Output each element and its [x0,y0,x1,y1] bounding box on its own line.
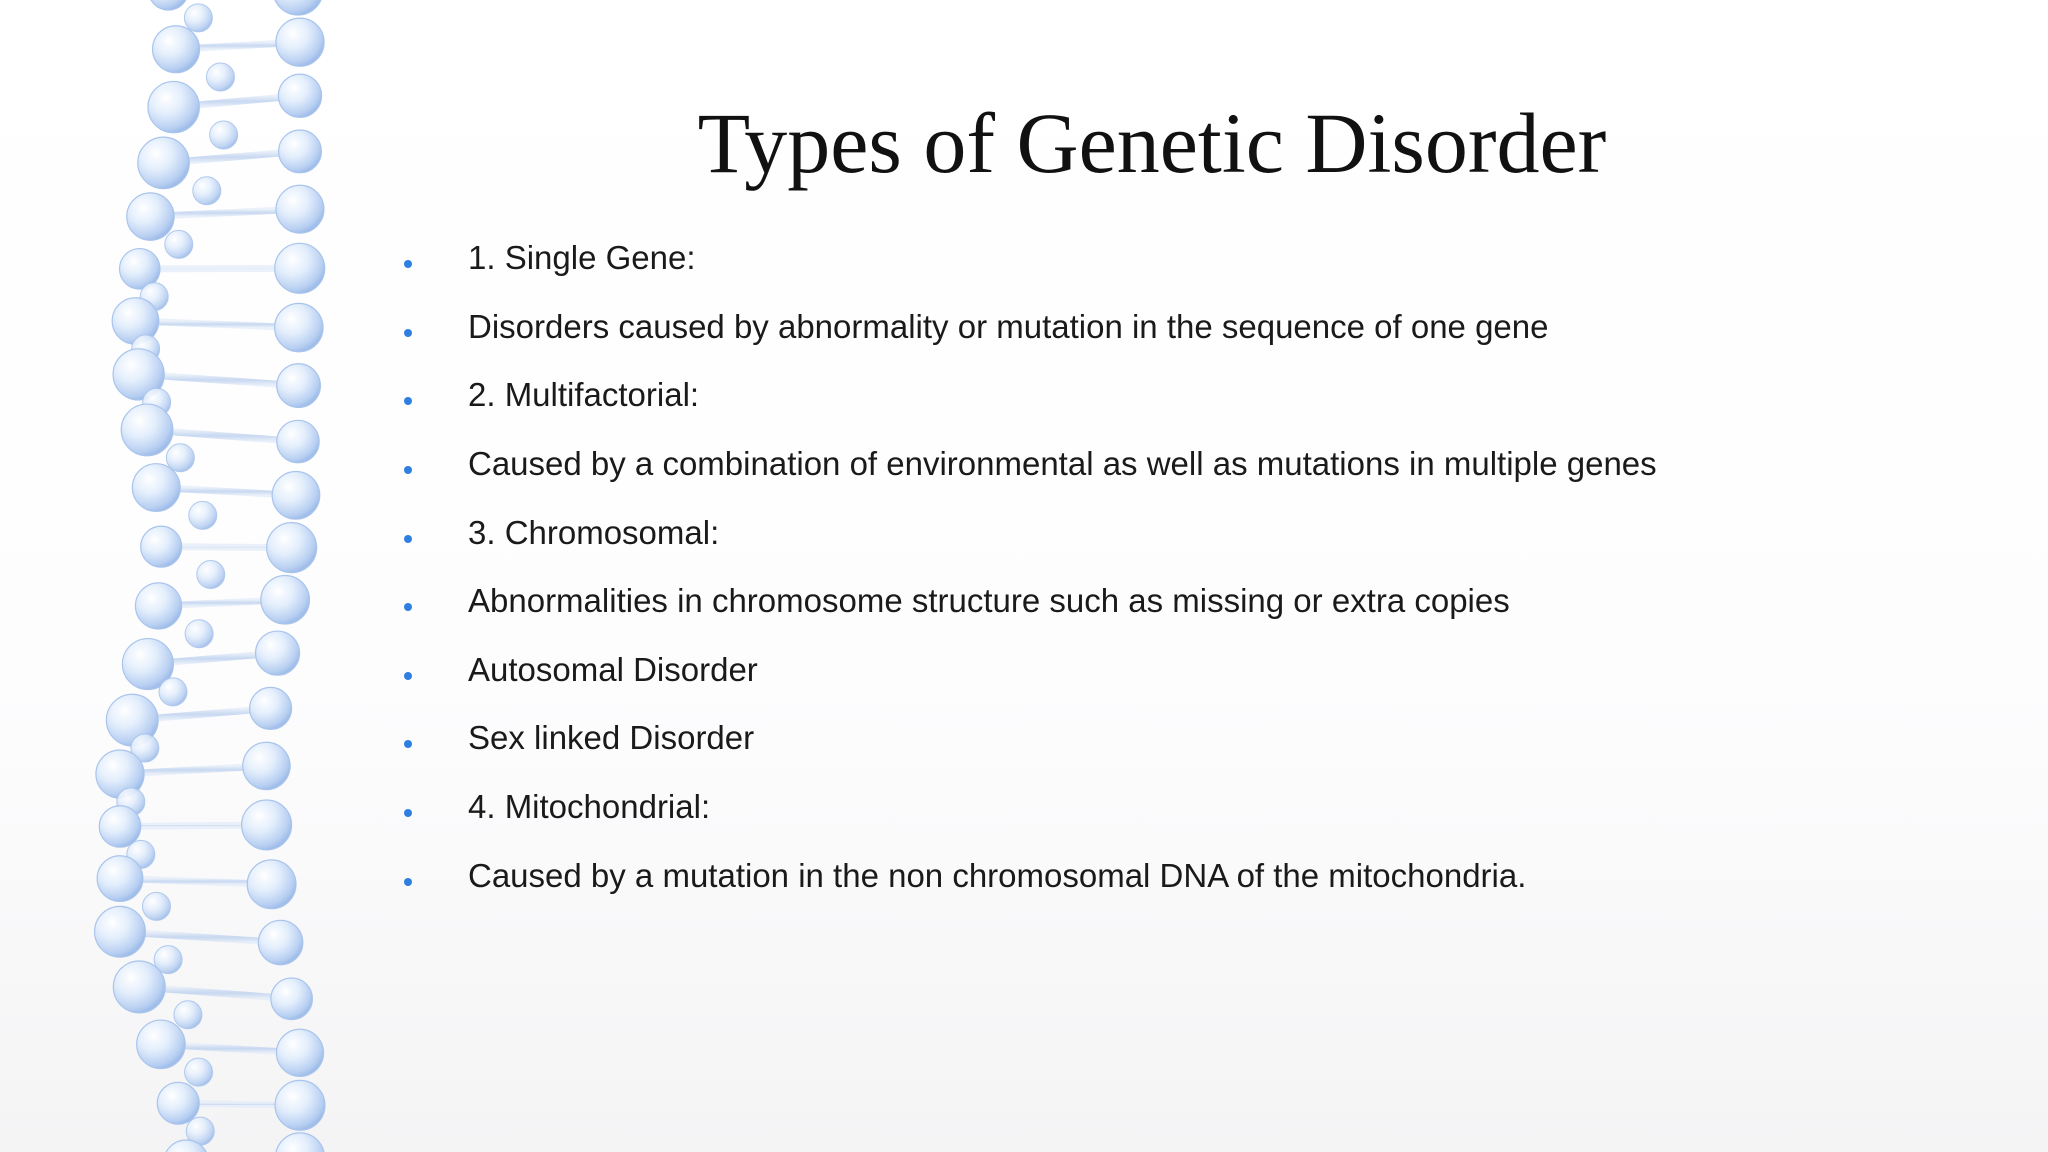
bullet-dot-icon [404,329,412,337]
dna-sphere [277,420,319,462]
list-item-text: 4. Mitochondrial: [468,788,711,826]
bullet-dot-icon [404,740,412,748]
dna-sphere [278,74,321,117]
list-item [400,636,1960,705]
dna-sphere [197,561,225,589]
list-item [400,224,1960,293]
dna-sphere [210,121,238,149]
dna-sphere [272,471,320,519]
list-item-text: Autosomal Disorder [468,650,758,688]
dna-sphere [275,243,325,293]
bullet-dot-icon [404,672,412,680]
bullet-list [400,224,1960,910]
bullet-dot-icon [404,535,412,543]
dna-sphere [273,0,323,15]
dna-sphere [279,130,322,173]
dna-sphere [267,523,317,573]
dna-sphere [261,575,310,624]
list-item-text: Disorders caused by abnormality or mutation in the sequence of one gene [468,307,1549,345]
dna-sphere [276,1133,325,1152]
dna-sphere [159,678,187,706]
page-title: Types of Genetic Disorder [697,95,1607,191]
list-item [400,498,1960,567]
list-item-text: Abnormalities in chromosome structure such as missing or extra copies [468,582,1510,620]
dna-sphere [165,230,193,258]
dna-sphere [113,961,165,1013]
dna-sphere [138,137,190,189]
dna-sphere [185,1058,213,1086]
dna-sphere [95,906,146,957]
dna-sphere [157,1082,199,1124]
bullet-dot-icon [404,260,412,268]
list-item [400,841,1960,910]
list-item-text: Caused by a combination of environmental as well as mutations in multiple genes [468,445,1657,483]
dna-sphere [275,1080,325,1130]
list-item [400,430,1960,499]
dna-sphere [121,404,173,456]
bullet-dot-icon [404,878,412,886]
dna-sphere [276,1029,323,1076]
dna-sphere [99,806,140,847]
list-item [400,293,1960,362]
list-item-text: 2. Multifactorial: [468,376,700,414]
bullet-dot-icon [404,809,412,817]
list-item [400,567,1960,636]
dna-helix-icon [0,0,340,1152]
list-item-text: 1. Single Gene: [468,239,696,277]
list-item [400,704,1960,773]
dna-sphere [250,687,292,729]
dna-sphere [97,856,143,902]
dna-sphere [243,742,290,789]
dna-sphere [142,892,170,920]
dna-sphere [127,193,174,240]
dna-sphere [276,18,324,66]
dna-sphere [148,81,199,132]
dna-sphere [277,364,321,408]
dna-sphere [132,464,180,512]
dna-sphere [174,1001,202,1029]
list-item [400,361,1960,430]
dna-helix-group [95,0,325,1152]
dna-sphere [141,526,182,567]
dna-sphere [258,920,302,964]
bullet-dot-icon [404,397,412,405]
dna-sphere [256,631,300,675]
list-item-text: 3. Chromosomal: [468,513,720,551]
list-item [400,773,1960,842]
dna-sphere [135,583,181,629]
dna-sphere [166,444,194,472]
dna-sphere [276,185,324,233]
dna-sphere [242,800,292,850]
bullet-dot-icon [404,603,412,611]
dna-sphere [184,4,212,32]
dna-sphere [271,978,313,1020]
dna-sphere [275,303,323,351]
dna-sphere [137,1020,185,1068]
dna-sphere [148,0,188,10]
dna-sphere [193,177,221,205]
list-item-text: Caused by a mutation in the non chromosomal DNA of the mitochondria. [468,856,1527,894]
dna-sphere [206,63,234,91]
dna-sphere [189,501,217,529]
dna-sphere [247,860,296,909]
bullet-dot-icon [404,466,412,474]
dna-sphere [153,26,200,73]
list-item-text: Sex linked Disorder [468,719,755,757]
dna-sphere [185,620,213,648]
